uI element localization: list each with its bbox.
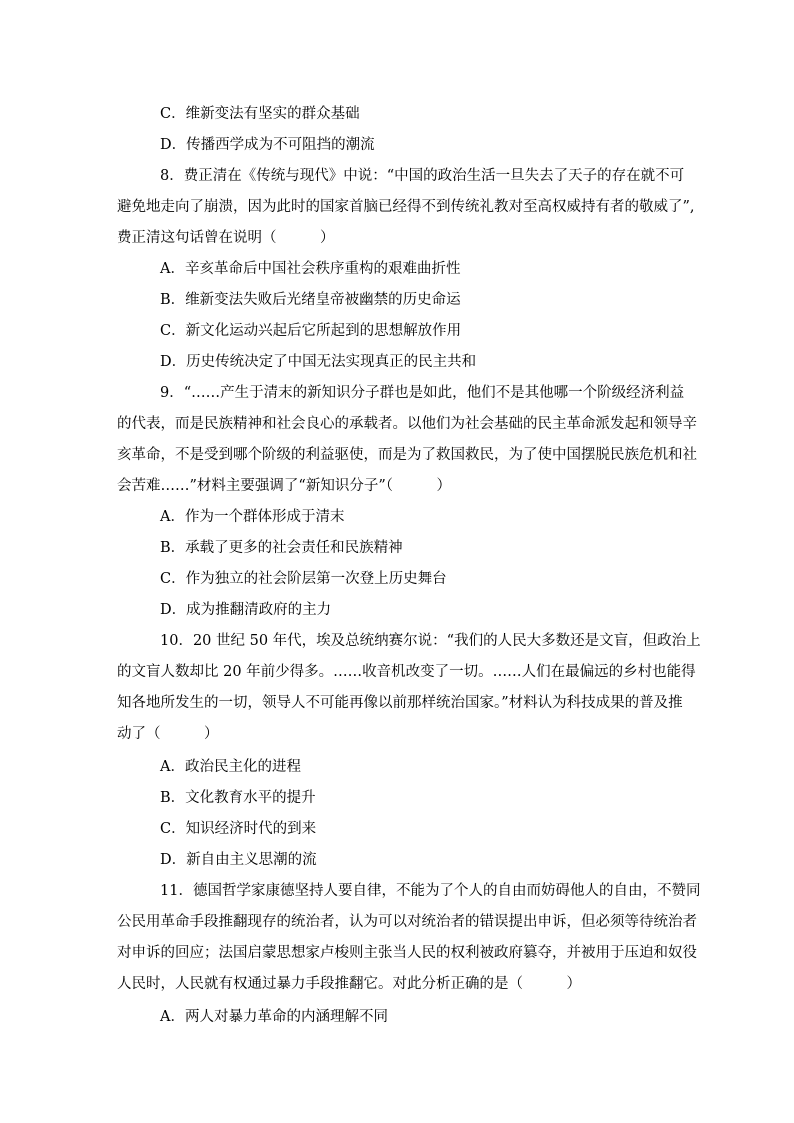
q8-stem-line-1: 8．费正清在《传统与现代》中说：“中国的政治生活一旦失去了天子的存在就不可: [160, 168, 685, 184]
q8-option-d: D．历史传统决定了中国无法实现真正的民主共和: [160, 354, 477, 370]
q10-option-b: B．文化教育水平的提升: [160, 790, 316, 806]
q11-stem-line-1: 11．德国哲学家康德坚持人要自律，不能为了个人的自由而妨碍他人的自由，不赞同: [160, 883, 701, 899]
q9-stem-line-2: 的代表，而是民族精神和社会良心的承载者。以他们为社会基础的民主革命派发起和领导辛: [117, 416, 697, 432]
q10-option-d: D．新自由主义思潮的流: [160, 852, 317, 868]
q11-stem-line-4: 人民时，人民就有权通过暴力手段推翻它。对此分析正确的是（ ）: [117, 976, 581, 992]
q10-stem-line-2: 的文盲人数却比 20 年前少得多。……收音机改变了一切。……人们在最偏远的乡村也能得: [117, 664, 696, 680]
q10-stem-line-3: 知各地所发生的一切，领导人不可能再像以前那样统治国家。”材料认为科技成果的普及推: [117, 695, 683, 711]
q9-option-d: D．成为推翻清政府的主力: [160, 602, 332, 618]
q8-option-b: B．维新变法失败后光绪皇帝被幽禁的历史命运: [160, 292, 461, 308]
q7-option-d: D．传播西学成为不可阻挡的潮流: [160, 137, 375, 153]
q9-stem-line-3: 亥革命，不是受到哪个阶级的利益驱使，而是为了救国救民，为了使中国摆脱民族危机和社: [117, 447, 697, 463]
q11-stem-line-2: 公民用革命手段推翻现存的统治者，认为可以对统治者的错误提出申诉，但必须等待统治者: [117, 914, 697, 930]
q10-stem-line-4: 动了（ ）: [117, 726, 219, 742]
q8-stem-line-3: 费正清这句话曾在说明（ ）: [117, 230, 335, 246]
q9-option-b: B．承载了更多的社会责任和民族精神: [160, 540, 403, 556]
q9-option-a: A．作为一个群体形成于清末: [160, 509, 345, 525]
q9-stem-line-1: 9．“……产生于清末的新知识分子群也是如此，他们不是其他哪一个阶级经济利益: [160, 385, 685, 401]
q10-stem-line-1: 10．20 世纪 50 年代，埃及总统纳赛尔说：“我们的人民大多数还是文盲，但政治上: [160, 633, 701, 649]
q8-stem-line-2: 避免地走向了崩溃，因为此时的国家首脑已经得不到传统礼教对至高权威持有者的敬威了”,: [117, 199, 695, 215]
q8-option-c: C．新文化运动兴起后它所起到的思想解放作用: [160, 323, 462, 339]
q9-stem-line-4: 会苦难……”材料主要强调了“新知识分子”（ ）: [117, 478, 451, 494]
q10-option-c: C．知识经济时代的到来: [160, 821, 317, 837]
q10-option-a: A．政治民主化的进程: [160, 759, 301, 775]
q11-stem-line-3: 对申诉的回应；法国启蒙思想家卢梭则主张当人民的权利被政府篡夺，并被用于压迫和奴役: [117, 945, 697, 961]
q9-option-c: C．作为独立的社会阶层第一次登上历史舞台: [160, 571, 447, 587]
q7-option-c: C．维新变法有坚实的群众基础: [160, 106, 360, 122]
q11-option-a: A．两人对暴力革命的内涵理解不同: [160, 1009, 388, 1025]
q8-option-a: A．辛亥革命后中国社会秩序重构的艰难曲折性: [160, 261, 461, 277]
